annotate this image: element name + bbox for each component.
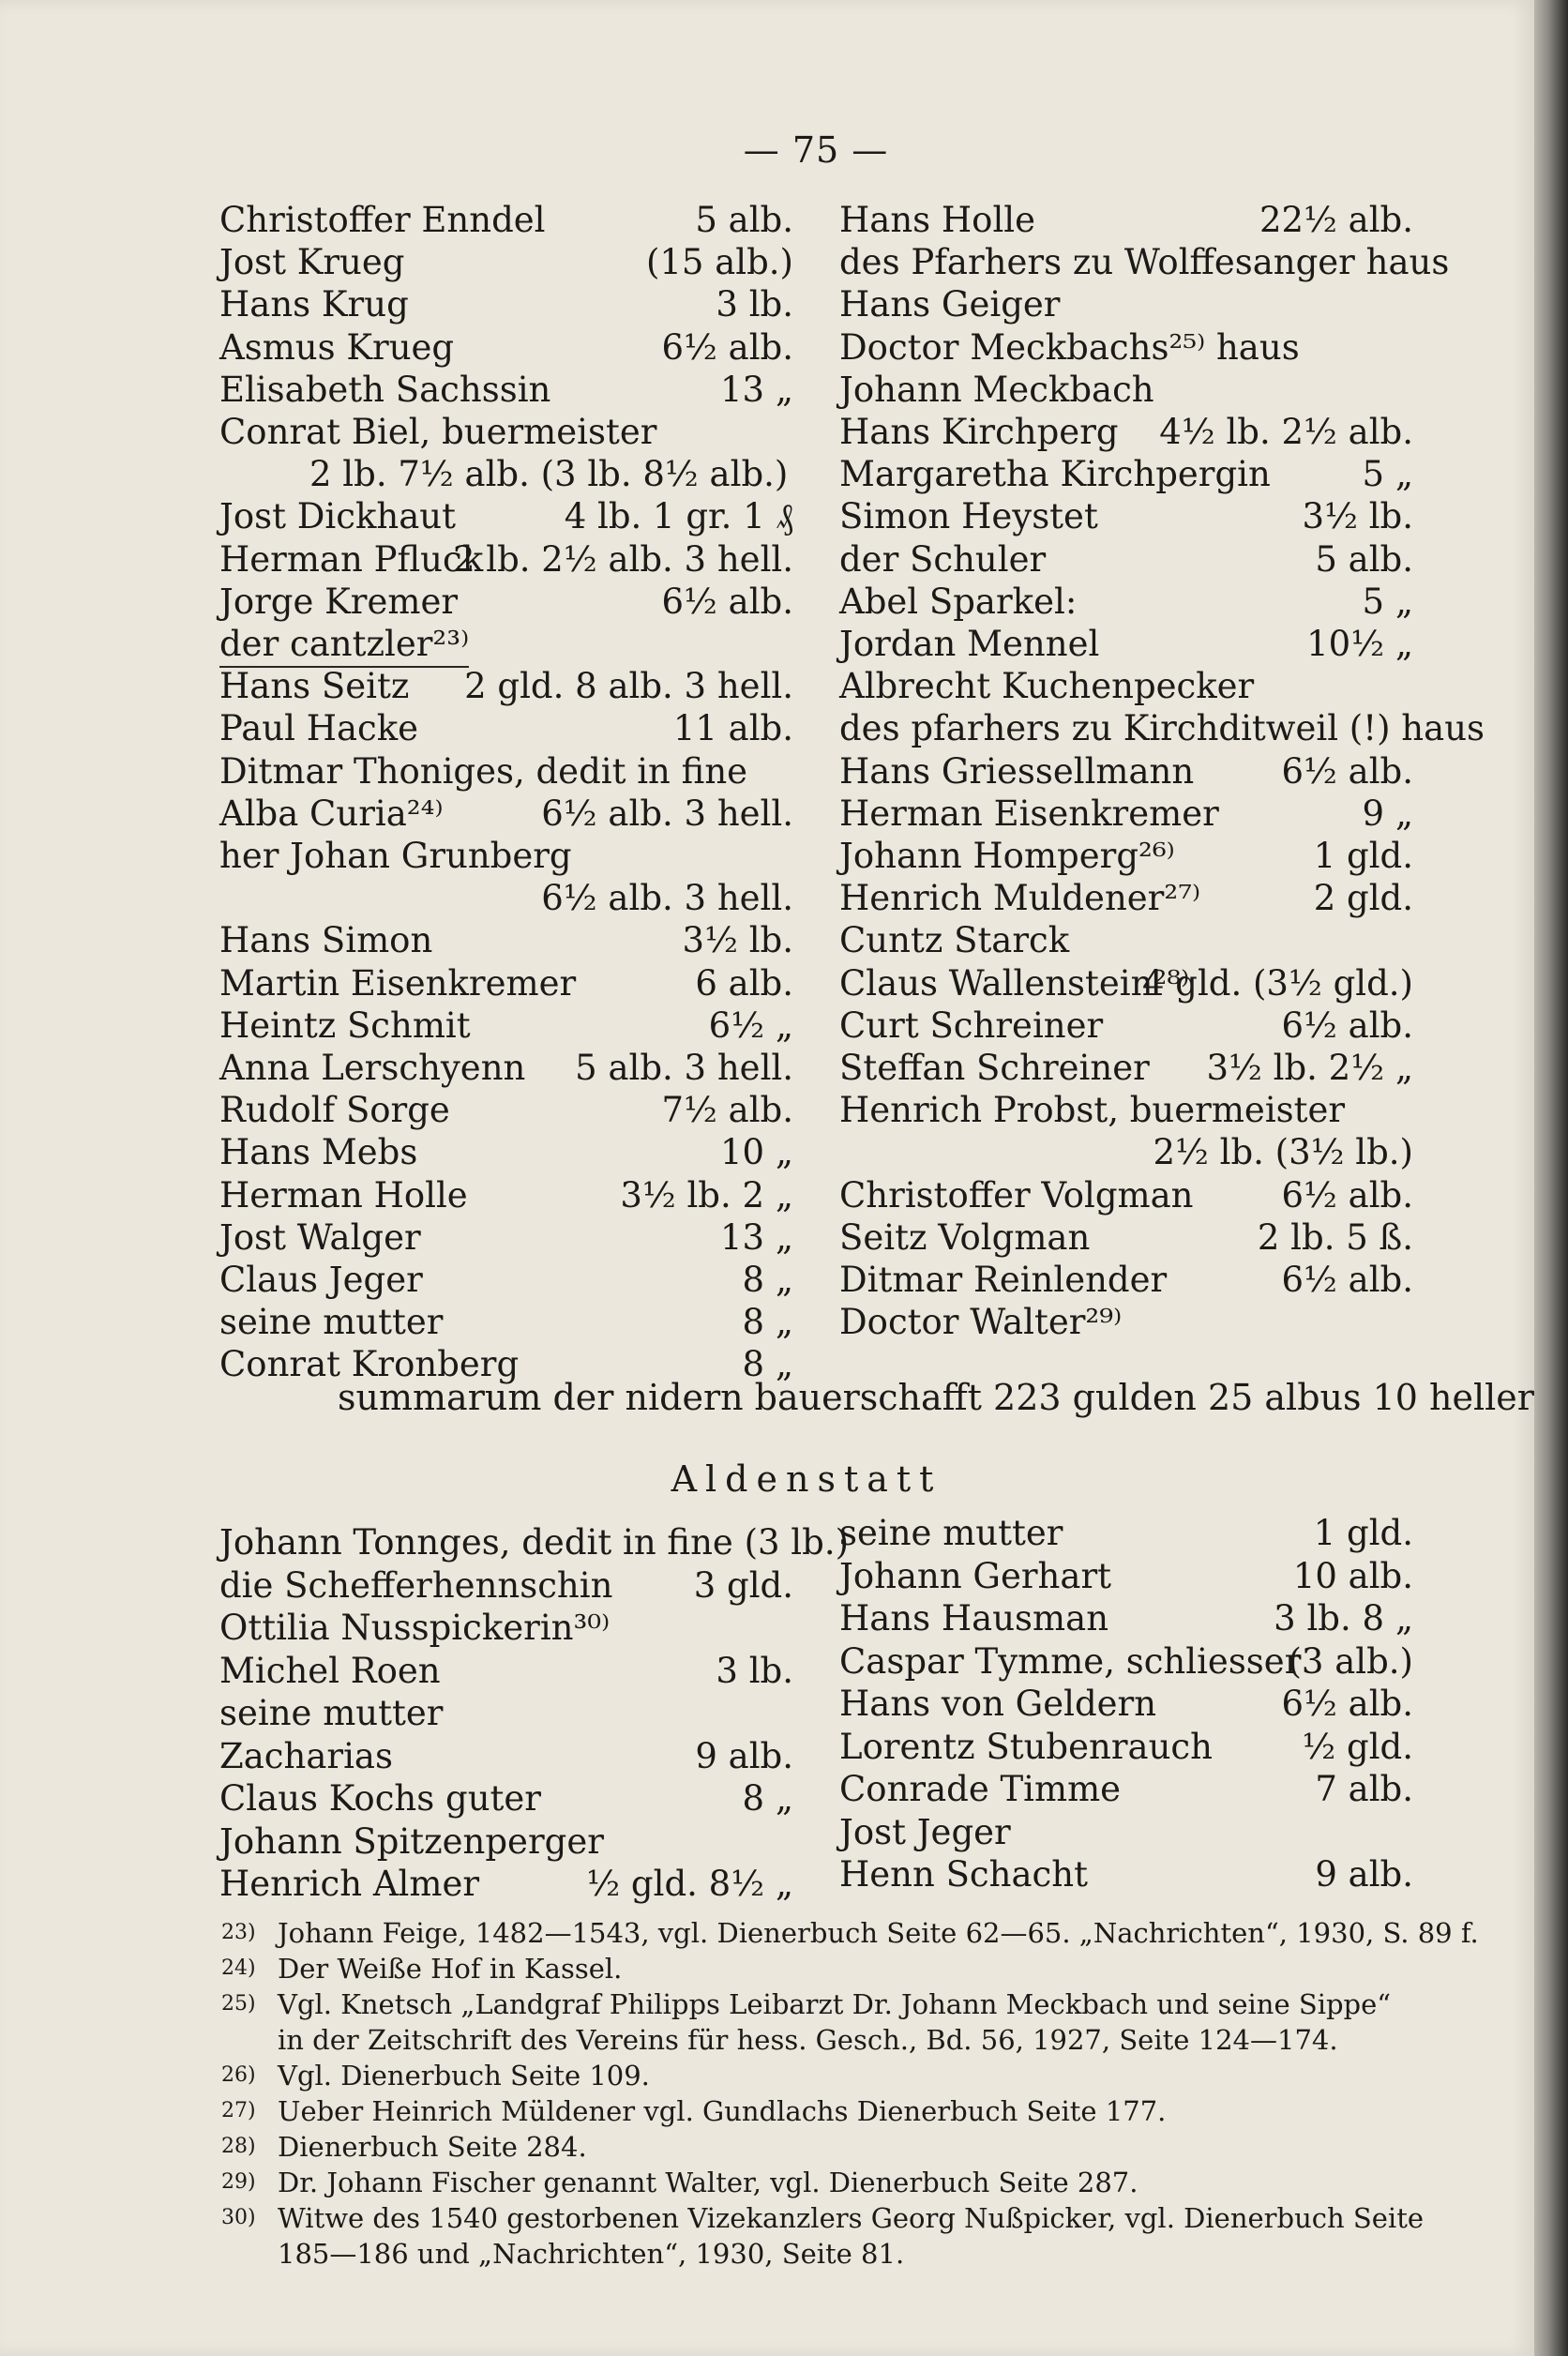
entry-name: Herman Holle [219, 1174, 468, 1216]
entry-row [219, 1259, 793, 1302]
entry-row [839, 283, 1413, 326]
entry-row [219, 1216, 793, 1260]
entry-amount: 3½ lb. [1302, 496, 1413, 537]
entry-row [839, 1089, 1413, 1132]
entry-name: Ditmar Reinlender [839, 1260, 1168, 1300]
entry-name: Henrich Probst, buermeister [839, 1090, 1346, 1131]
entry-row [219, 495, 793, 538]
entry-name: Conrade Timme [839, 1769, 1122, 1809]
entry-row [839, 538, 1413, 581]
entry-row [839, 1640, 1413, 1684]
entry-name: Johann Tonnges, dedit in fine (3 lb.) [219, 1522, 850, 1563]
entry-name: Abel Sparkel: [839, 581, 1078, 622]
entry-name: Simon Heystet [839, 496, 1098, 537]
entry-amount: 5 „ [1362, 581, 1413, 622]
entry-name: die Schefferhennschin [219, 1564, 613, 1606]
entry-name: Paul Hacke [219, 708, 419, 749]
entry-name: der Schuler [839, 538, 1047, 580]
entry-row [219, 1564, 793, 1608]
entry-row [839, 1853, 1413, 1896]
entry-name: Hans Holle [839, 200, 1036, 240]
entry-name: Jorge Kremer [219, 581, 459, 622]
entry-amount: 3½ lb. 2 „ [620, 1174, 793, 1216]
entry-amount: 1 gld. [1313, 836, 1413, 876]
entry-name: der cantzler²³⁾ [219, 623, 469, 668]
entry-name: seine mutter [839, 1513, 1063, 1553]
entry-name: Conrat Biel, buermeister [219, 412, 657, 452]
entry-amount: 3 lb. 8 „ [1274, 1598, 1413, 1639]
entry-amount: 9 „ [1362, 793, 1413, 834]
entry-amount: 2 lb. 5 ß. [1257, 1216, 1413, 1258]
entry-amount: 8 „ [742, 1302, 793, 1343]
entry-row [839, 369, 1413, 412]
footnote-text: Johann Feige, 1482—1543, vgl. Dienerbuch Seite 62—65. „Nachrichten“, 1930, S. 89 f. [278, 1917, 1479, 1949]
entry-row [219, 581, 793, 624]
entry-amount: 2 lb. 2½ alb. 3 hell. [452, 538, 793, 580]
entry-amount: 7 alb. [1315, 1769, 1413, 1809]
entry-row [219, 1692, 793, 1735]
entry-row [219, 241, 793, 284]
footnote-marker: 29) [221, 2170, 256, 2194]
entry-amount: ½ gld. [1302, 1726, 1413, 1767]
entry-amount: 3 gld. [693, 1564, 793, 1606]
footnote-marker: 25) [221, 1992, 256, 2016]
entry-amount: 5 alb. [695, 200, 793, 240]
entry-amount: 4½ lb. 2½ alb. [1159, 412, 1413, 452]
entry-name: Cuntz Starck [839, 920, 1070, 961]
entry-name: Hans Griessellmann [839, 750, 1195, 792]
entry-amount: 8 „ [742, 1344, 793, 1385]
entry-name: Jost Walger [219, 1216, 421, 1258]
entry-name: Ditmar Thoniges, dedit in fine [219, 750, 748, 792]
entry-name: Seitz Volgman [839, 1216, 1091, 1258]
entry-row [219, 369, 793, 412]
entry-name: Albrecht Kuchenpecker [839, 666, 1255, 707]
entry-row [219, 1650, 793, 1693]
entry-row [839, 1811, 1413, 1854]
entry-row [219, 199, 793, 242]
entry-amount: 10 „ [719, 1132, 793, 1173]
entry-row [219, 877, 793, 920]
footnote [278, 2236, 1487, 2272]
entry-name: Henrich Almer [219, 1864, 480, 1904]
entry-name: Elisabeth Sachssin [219, 369, 551, 410]
entry-row [219, 1089, 793, 1132]
entry-name: Herman Eisenkremer [839, 793, 1219, 834]
entry-name: Christoffer Enndel [219, 200, 546, 240]
footnote [221, 2058, 1431, 2093]
entry-amount: 6½ alb. [1281, 1174, 1413, 1216]
entry-row [219, 453, 793, 496]
entry-row [839, 1047, 1413, 1090]
entry-name: 2 lb. 7½ alb. (3 lb. 8½ alb.) [309, 454, 789, 495]
entry-name: Claus Jeger [219, 1260, 423, 1300]
entry-name: Hans Kirchperg [839, 412, 1119, 452]
entry-name: Claus Kochs guter [219, 1778, 541, 1819]
entry-amount: 8 „ [742, 1778, 793, 1819]
entry-row [839, 1259, 1413, 1302]
entry-amount: 5 „ [1362, 454, 1413, 495]
entry-row [839, 835, 1413, 878]
entry-row [839, 1768, 1413, 1811]
entry-amount: (3 alb.) [1288, 1640, 1413, 1682]
entry-name: Hans Geiger [839, 284, 1061, 325]
footnote-marker: 24) [221, 1956, 256, 1980]
entry-row [219, 623, 793, 666]
entry-amount: 4 lb. 1 gr. 1 ₰ [564, 496, 793, 537]
entry-amount: 11 alb. [672, 708, 793, 749]
entry-amount: 6½ alb. 3 hell. [541, 793, 793, 834]
footnote [221, 2093, 1431, 2129]
entry-name: Hans von Geldern [839, 1684, 1157, 1724]
footnote-text: Der Weiße Hof in Kassel. [278, 1953, 623, 1985]
entry-amount: 2 gld. [1313, 878, 1413, 919]
entry-name: Henn Schacht [839, 1854, 1088, 1895]
footnote [221, 1951, 1431, 1986]
entry-row [219, 326, 793, 370]
entry-row [839, 1301, 1413, 1344]
entry-row [219, 665, 793, 708]
entry-amount: 2 gld. 8 alb. 3 hell. [464, 666, 793, 707]
entry-amount: 2½ lb. (3½ lb.) [1153, 1132, 1413, 1173]
entry-name: Rudolf Sorge [219, 1090, 450, 1131]
entry-name: Steffan Schreiner [839, 1048, 1150, 1088]
entry-amount: 8 „ [742, 1260, 793, 1300]
entry-row [839, 495, 1413, 538]
entry-name: Margaretha Kirchpergin [839, 454, 1271, 495]
footnote-text: Ueber Heinrich Müldener vgl. Gundlachs Dienerbuch Seite 177. [278, 2095, 1167, 2127]
entry-row [839, 623, 1413, 666]
entry-name: Michel Roen [219, 1650, 441, 1691]
entry-row [839, 962, 1413, 1005]
entry-row [219, 962, 793, 1005]
footnote-text: Vgl. Dienerbuch Seite 109. [278, 2060, 650, 2092]
entry-name: Heintz Schmit [219, 1004, 471, 1046]
entry-amount: 6½ alb. [1281, 1684, 1413, 1724]
entry-amount: 3½ lb. [682, 920, 793, 961]
entry-row [839, 453, 1413, 496]
entry-name: Hans Simon [219, 920, 433, 961]
entry-row [839, 1555, 1413, 1598]
entry-name: her Johan Grunberg [219, 836, 572, 876]
entry-amount: 7½ alb. [661, 1090, 793, 1131]
footnote-text: Witwe des 1540 gestorbenen Vizekanzlers Georg Nußpicker, vgl. Dienerbuch Seite [278, 2202, 1425, 2234]
entry-amount: 5 alb. [1315, 538, 1413, 580]
entry-name: Johann Meckbach [839, 369, 1154, 410]
entry-row [839, 241, 1450, 284]
entry-amount: 6½ alb. [1281, 1260, 1413, 1300]
entry-name: Anna Lerschyenn [219, 1048, 526, 1088]
entry-row [839, 877, 1413, 920]
footnote [221, 1986, 1431, 2022]
entry-row [219, 1863, 793, 1906]
entry-amount: ½ gld. 8½ „ [586, 1864, 793, 1904]
entry-row [839, 581, 1413, 624]
entry-name: Hans Hausman [839, 1598, 1109, 1639]
footnote [221, 2129, 1431, 2165]
entry-row [219, 1521, 850, 1564]
footnote-marker: 26) [221, 2063, 256, 2087]
entry-row [219, 835, 793, 878]
footnote [278, 2022, 1487, 2058]
footnote-marker: 23) [221, 1921, 256, 1944]
entry-row [219, 538, 793, 581]
entry-amount: 10½ „ [1306, 624, 1413, 664]
entry-row [839, 919, 1413, 962]
section-heading: Aldenstatt [671, 1458, 942, 1500]
entry-row [219, 1735, 793, 1778]
entry-name: Martin Eisenkremer [219, 962, 577, 1004]
entry-row [219, 1820, 793, 1864]
footnote-text: in der Zeitschrift des Vereins für hess. Gesch., Bd. 56, 1927, Seite 124—174. [278, 2024, 1338, 2056]
entry-row [839, 411, 1413, 454]
entry-name: Jost Jeger [839, 1811, 1011, 1852]
entry-amount: 9 alb. [1315, 1854, 1413, 1895]
entry-amount: 6½ alb. [661, 581, 793, 622]
entry-name: Herman Pfluck [219, 538, 484, 580]
footnote [221, 1915, 1479, 1951]
entry-row [839, 1216, 1413, 1260]
footnote-text: Dienerbuch Seite 284. [278, 2131, 587, 2163]
entry-amount: 6½ alb. [1281, 750, 1413, 792]
entry-row [219, 1004, 793, 1048]
entry-row [839, 326, 1413, 370]
entry-amount: 3 lb. [716, 284, 793, 325]
entry-amount: 6½ alb. 3 hell. [541, 878, 793, 919]
entry-amount: 3½ lb. 2½ „ [1206, 1048, 1413, 1088]
entry-row [219, 411, 793, 454]
entry-name: Doctor Meckbachs²⁵⁾ haus [839, 326, 1300, 368]
entry-row [839, 707, 1485, 750]
entry-row [839, 1597, 1413, 1640]
entry-amount: 13 „ [719, 1216, 793, 1258]
entry-name: Hans Krug [219, 284, 409, 325]
entry-name: Zacharias [219, 1735, 393, 1776]
entry-name: Johann Homperg²⁶⁾ [839, 836, 1175, 876]
footnote-marker: 30) [221, 2206, 256, 2229]
entry-amount: (15 alb.) [645, 242, 793, 283]
entry-name: Hans Mebs [219, 1132, 418, 1173]
entry-name: Asmus Krueg [219, 326, 455, 368]
entry-row [219, 1047, 793, 1090]
entry-name: Curt Schreiner [839, 1004, 1104, 1046]
entry-row [839, 1004, 1413, 1048]
footnote-text: Vgl. Knetsch „Landgraf Philipps Leibarzt Dr. Johann Meckbach und seine Sippe“ [278, 1988, 1392, 2020]
entry-name: seine mutter [219, 1693, 444, 1733]
entry-name: Hans Seitz [219, 666, 410, 707]
entry-row [219, 283, 793, 326]
footnote [221, 2165, 1431, 2200]
entry-name: Jordan Mennel [839, 624, 1100, 664]
entry-row [839, 1174, 1413, 1217]
entry-row [219, 793, 793, 836]
entry-amount: 6 alb. [695, 962, 793, 1004]
summary-line: summarum der nidern bauerschafft 223 gulden 25 albus 10 heller [338, 1377, 1534, 1418]
entry-row [219, 1607, 793, 1650]
entry-name: Johann Gerhart [839, 1555, 1112, 1596]
entry-amount: 1 gld. [1313, 1513, 1413, 1553]
entry-row [839, 1131, 1413, 1174]
entry-amount: 6½ alb. [661, 326, 793, 368]
entry-row [839, 1683, 1413, 1726]
entry-name: Christoffer Volgman [839, 1174, 1194, 1216]
entry-row [839, 665, 1413, 708]
entry-row [219, 919, 793, 962]
entry-name: Johann Spitzenperger [219, 1820, 604, 1862]
entry-name: des pfarhers zu Kirchditweil (!) haus [839, 708, 1485, 749]
entry-name: Jost Dickhaut [219, 496, 456, 537]
entry-row [839, 1512, 1413, 1555]
entry-name: Caspar Tymme, schliesser [839, 1640, 1302, 1682]
entry-name: Lorentz Stubenrauch [839, 1726, 1213, 1767]
entry-amount: 22½ alb. [1259, 200, 1413, 240]
entry-row [219, 750, 793, 793]
entry-row [219, 1131, 793, 1174]
entry-row [219, 707, 793, 750]
page-edge [1534, 0, 1568, 2356]
footnote-marker: 27) [221, 2099, 256, 2122]
page-number: — 75 — [743, 129, 889, 171]
entry-row [219, 1777, 793, 1820]
entry-amount: 6½ alb. [1281, 1004, 1413, 1046]
entry-name: Doctor Walter²⁹⁾ [839, 1302, 1123, 1343]
footnote [221, 2200, 1431, 2236]
entry-row [839, 750, 1413, 793]
entry-row [839, 199, 1413, 242]
entry-amount: 5 alb. 3 hell. [575, 1048, 793, 1088]
footnote-text: Dr. Johann Fischer genannt Walter, vgl. Dienerbuch Seite 287. [278, 2167, 1138, 2198]
entry-name: seine mutter [219, 1302, 444, 1343]
entry-amount: 3 lb. [716, 1650, 793, 1691]
entry-name: Conrat Kronberg [219, 1344, 520, 1385]
entry-amount: 13 „ [719, 369, 793, 410]
entry-row [839, 1726, 1413, 1769]
entry-amount: 10 alb. [1292, 1555, 1413, 1596]
entry-name: Jost Krueg [219, 242, 405, 283]
entry-amount: 9 alb. [695, 1735, 793, 1776]
footnote-text: 185—186 und „Nachrichten“, 1930, Seite 81. [278, 2238, 905, 2270]
entry-name: des Pfarhers zu Wolffesanger haus [839, 242, 1450, 283]
footnote-marker: 28) [221, 2135, 256, 2158]
entry-name: Henrich Muldener²⁷⁾ [839, 878, 1201, 919]
entry-row [219, 1301, 793, 1344]
entry-name: Claus Wallenstein²⁸⁾ [839, 962, 1190, 1004]
entry-name: Alba Curia²⁴⁾ [219, 793, 444, 834]
entry-amount: 4 gld. (3½ gld.) [1141, 962, 1413, 1004]
entry-row [839, 793, 1413, 836]
entry-row [219, 1174, 793, 1217]
entry-amount: 6½ „ [708, 1004, 793, 1046]
entry-name: Ottilia Nusspickerin³⁰⁾ [219, 1608, 611, 1648]
